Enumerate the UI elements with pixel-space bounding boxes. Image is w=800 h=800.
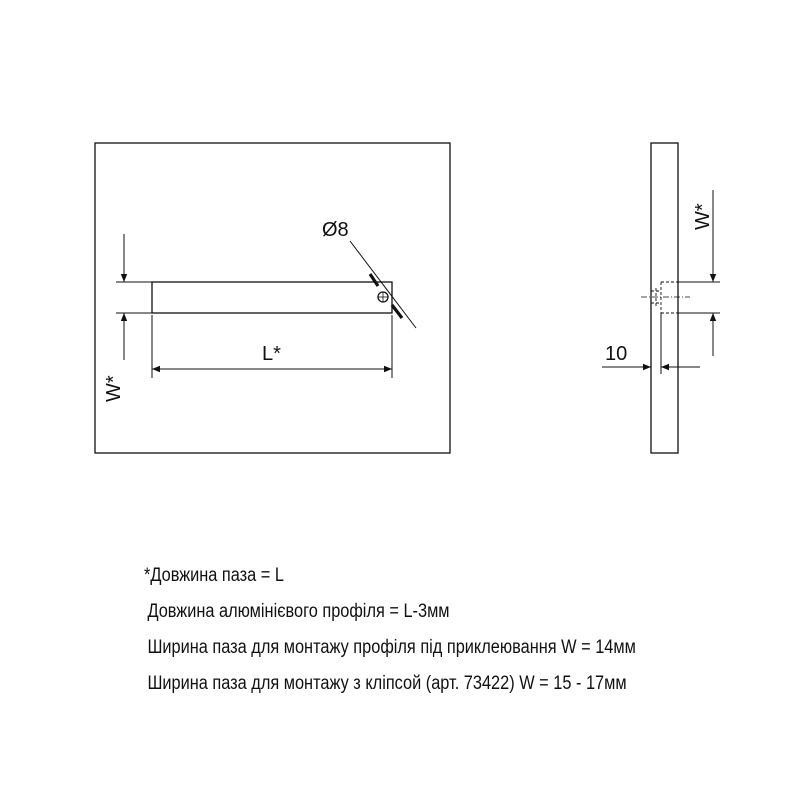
side-panel-outline bbox=[651, 143, 678, 453]
note-line: Довжина алюмінієвого профіля = L-3мм bbox=[147, 601, 450, 622]
side-view bbox=[602, 143, 720, 453]
length-label: L* bbox=[262, 343, 281, 365]
notes-block bbox=[144, 558, 694, 702]
side-width-label: W* bbox=[692, 203, 714, 230]
note-line: Ширина паза для монтажу профіля під приклеювання W = 14мм bbox=[147, 637, 636, 658]
depth-label: 10 bbox=[605, 343, 628, 365]
note-line: *Довжина паза = L bbox=[144, 565, 284, 586]
hole-leader bbox=[350, 241, 416, 328]
slot-outline bbox=[152, 282, 392, 313]
front-view bbox=[95, 143, 450, 453]
panel-outline bbox=[95, 143, 450, 453]
front-width-label: W* bbox=[103, 375, 125, 402]
note-line: Ширина паза для монтажу з кліпсой (арт. 73422) W = 15 - 17мм bbox=[147, 673, 627, 694]
hole-diameter-label: Ø8 bbox=[322, 219, 349, 241]
